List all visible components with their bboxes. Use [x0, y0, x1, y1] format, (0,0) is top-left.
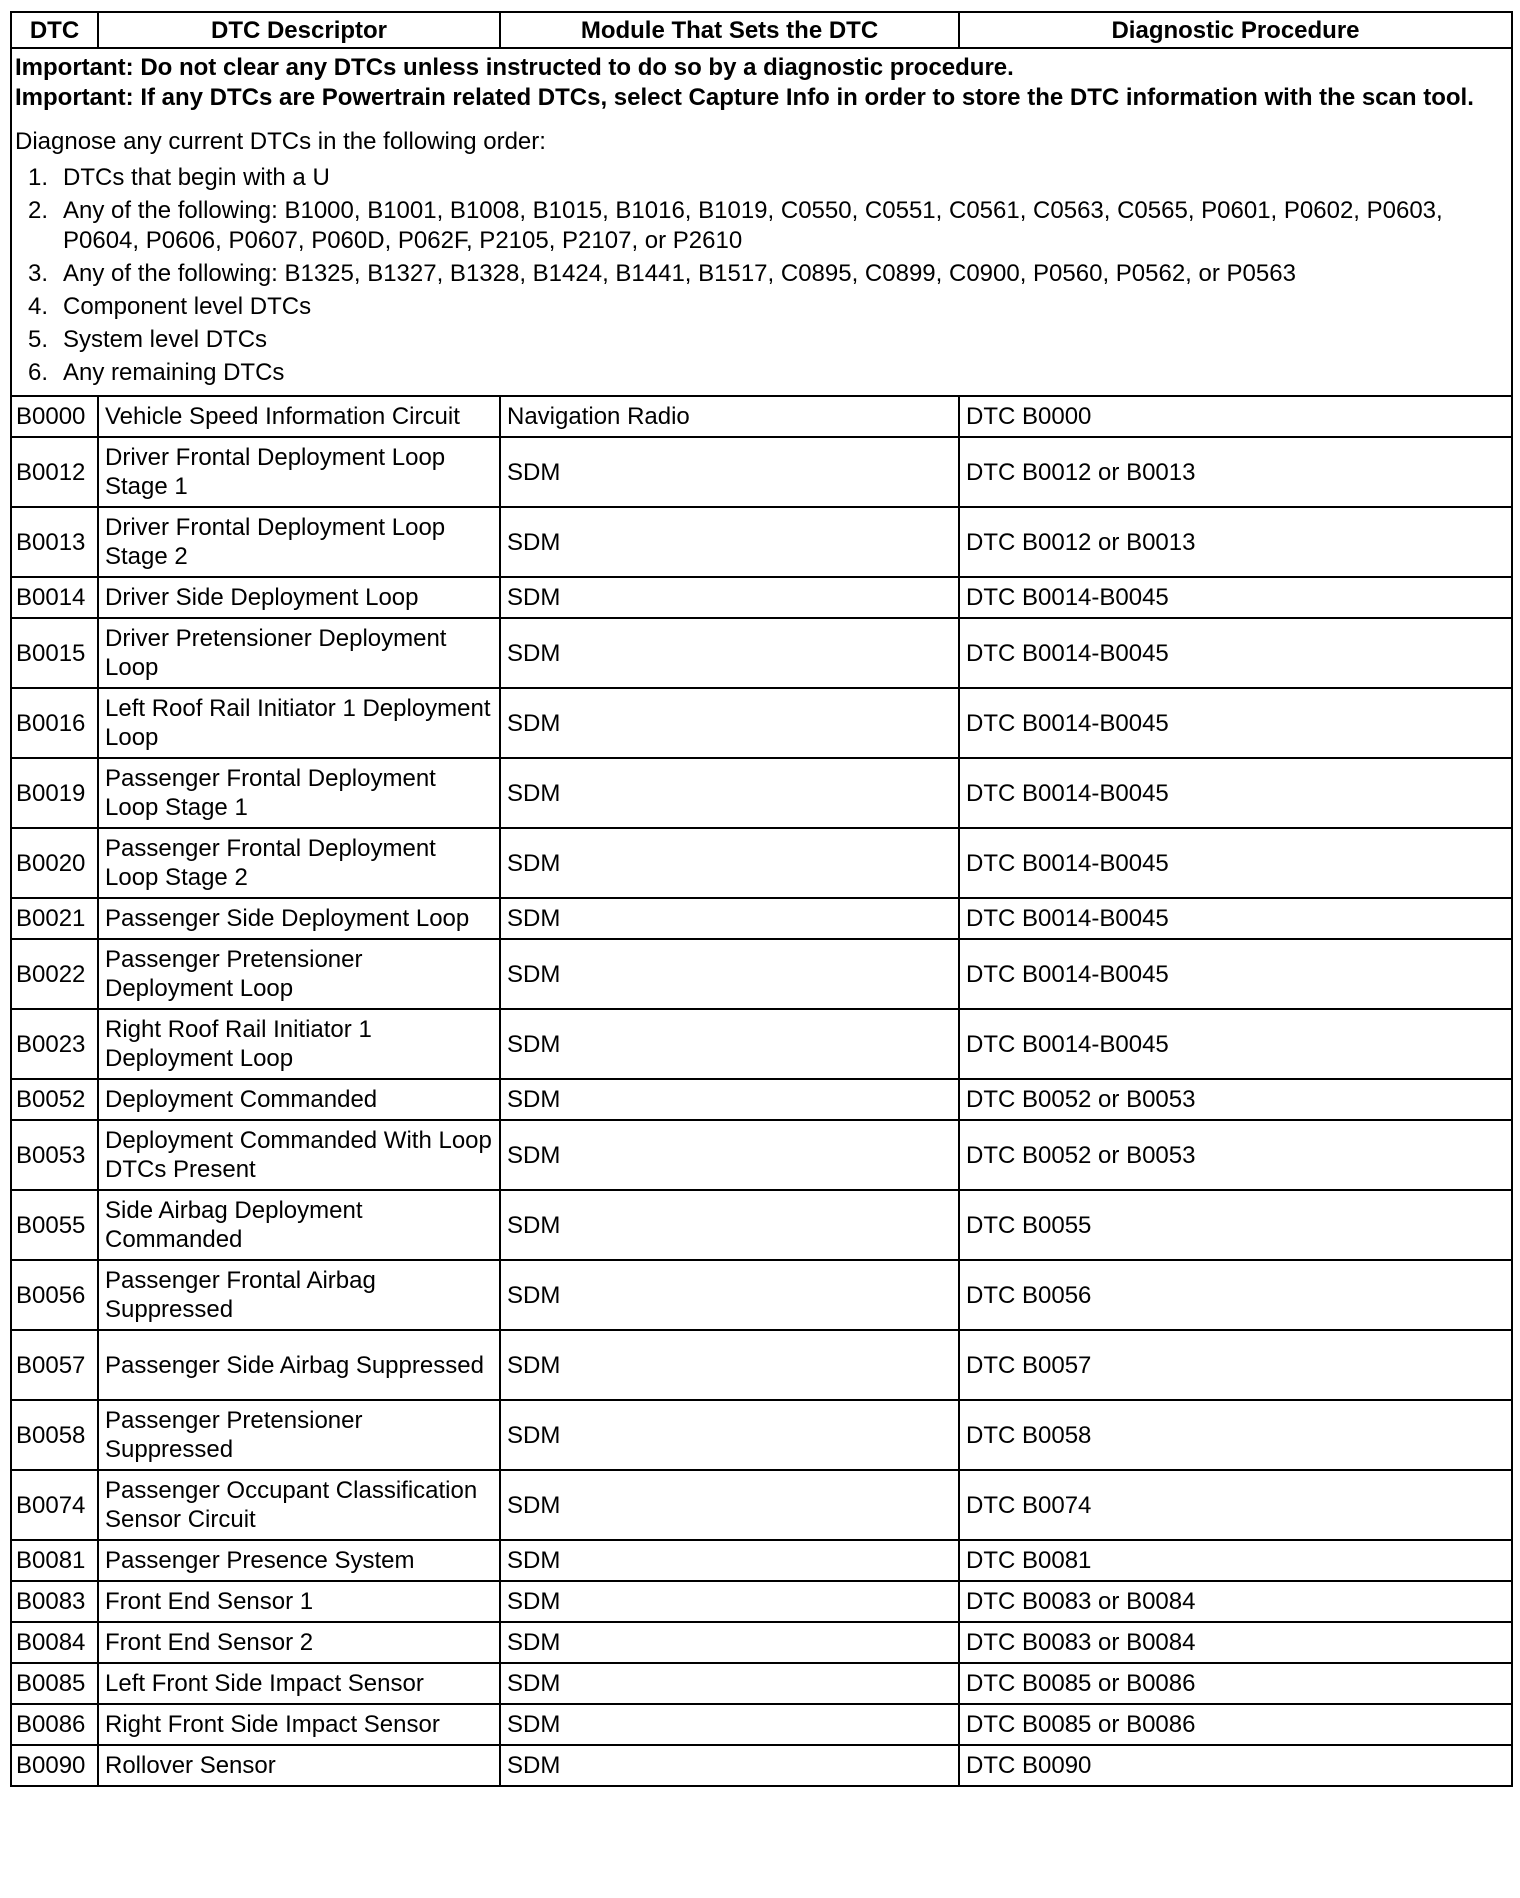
module-cell: SDM [500, 1663, 959, 1704]
module-cell: SDM [500, 1079, 959, 1120]
procedure-cell: DTC B0014-B0045 [959, 939, 1512, 1009]
order-item-text: Any of the following: B1000, B1001, B1008, B1015, B1016, B1019, C0550, C0551, C0561, C0563, C0565, P0601, P0602, P0603, P0604, P0606, P0607, P060D, P062F, P2105, P2107, or P2610 [63, 197, 1443, 254]
descriptor-cell: Passenger Frontal Airbag Suppressed [98, 1260, 500, 1330]
important-note-1: Important: Do not clear any DTCs unless instructed to do so by a diagnostic procedure. [15, 54, 1014, 81]
descriptor-cell: Passenger Pretensioner Suppressed [98, 1400, 500, 1470]
descriptor-cell: Vehicle Speed Information Circuit [98, 396, 500, 437]
procedure-cell: DTC B0081 [959, 1540, 1512, 1581]
dtc-cell: B0020 [11, 828, 98, 898]
dtc-cell: B0014 [11, 577, 98, 618]
table-row [11, 1663, 1512, 1704]
dtc-cell: B0058 [11, 1400, 98, 1470]
procedure-cell: DTC B0085 or B0086 [959, 1704, 1512, 1745]
procedure-cell: DTC B0083 or B0084 [959, 1622, 1512, 1663]
order-item [15, 292, 1508, 322]
descriptor-cell: Left Front Side Impact Sensor [98, 1663, 500, 1704]
dtc-cell: B0090 [11, 1745, 98, 1786]
order-item [15, 163, 1508, 193]
order-item [15, 196, 1508, 256]
dtc-cell: B0053 [11, 1120, 98, 1190]
descriptor-cell: Passenger Side Airbag Suppressed [98, 1330, 500, 1400]
table-row [11, 1400, 1512, 1470]
module-cell: SDM [500, 828, 959, 898]
procedure-cell: DTC B0000 [959, 396, 1512, 437]
table-row [11, 898, 1512, 939]
table-row [11, 688, 1512, 758]
order-item-text: Component level DTCs [63, 293, 312, 320]
order-item-text: Any of the following: B1325, B1327, B1328, B1424, B1441, B1517, C0895, C0899, C0900, P0560, P0562, or P0563 [63, 260, 1296, 287]
dtc-cell: B0057 [11, 1330, 98, 1400]
module-cell: SDM [500, 939, 959, 1009]
table-header [11, 12, 1512, 48]
order-item [15, 325, 1508, 355]
module-cell: SDM [500, 507, 959, 577]
dtc-cell: B0021 [11, 898, 98, 939]
important-note-2: Important: If any DTCs are Powertrain related DTCs, select Capture Info in order to store the DTC information with the scan tool. [15, 84, 1474, 111]
module-cell: SDM [500, 688, 959, 758]
module-cell: SDM [500, 1745, 959, 1786]
order-item-number: 3. [28, 260, 49, 287]
table-row [11, 1704, 1512, 1745]
order-item-number: 2. [28, 197, 49, 224]
order-item-number: 6. [28, 359, 49, 386]
descriptor-cell: Left Roof Rail Initiator 1 Deployment Loop [98, 688, 500, 758]
procedure-cell: DTC B0012 or B0013 [959, 437, 1512, 507]
dtc-cell: B0083 [11, 1581, 98, 1622]
dtc-cell: B0015 [11, 618, 98, 688]
order-item-number: 4. [28, 293, 49, 320]
notes-cell [11, 48, 1512, 396]
procedure-cell: DTC B0052 or B0053 [959, 1079, 1512, 1120]
descriptor-cell: Passenger Occupant Classification Sensor Circuit [98, 1470, 500, 1540]
procedure-cell: DTC B0090 [959, 1745, 1512, 1786]
procedure-cell: DTC B0014-B0045 [959, 1009, 1512, 1079]
table-row [11, 1540, 1512, 1581]
table-row [11, 1009, 1512, 1079]
order-item-text: Any remaining DTCs [63, 359, 285, 386]
dtc-cell: B0012 [11, 437, 98, 507]
descriptor-cell: Driver Frontal Deployment Loop Stage 1 [98, 437, 500, 507]
order-item-number: 5. [28, 326, 49, 353]
header-procedure: Diagnostic Procedure [959, 12, 1512, 48]
descriptor-cell: Right Roof Rail Initiator 1 Deployment Loop [98, 1009, 500, 1079]
descriptor-cell: Right Front Side Impact Sensor [98, 1704, 500, 1745]
module-cell: Navigation Radio [500, 396, 959, 437]
descriptor-cell: Passenger Presence System [98, 1540, 500, 1581]
procedure-cell: DTC B0014-B0045 [959, 828, 1512, 898]
notes-row [11, 48, 1512, 396]
module-cell: SDM [500, 1470, 959, 1540]
table-row [11, 1745, 1512, 1786]
dtc-table [10, 11, 1513, 1787]
procedure-cell: DTC B0052 or B0053 [959, 1120, 1512, 1190]
descriptor-cell: Driver Pretensioner Deployment Loop [98, 618, 500, 688]
procedure-cell: DTC B0014-B0045 [959, 688, 1512, 758]
descriptor-cell: Driver Frontal Deployment Loop Stage 2 [98, 507, 500, 577]
dtc-cell: B0056 [11, 1260, 98, 1330]
module-cell: SDM [500, 1540, 959, 1581]
table-row [11, 1330, 1512, 1400]
order-item [15, 358, 1508, 388]
dtc-cell: B0052 [11, 1079, 98, 1120]
table-row [11, 1120, 1512, 1190]
table-row [11, 618, 1512, 688]
module-cell: SDM [500, 577, 959, 618]
procedure-cell: DTC B0014-B0045 [959, 618, 1512, 688]
module-cell: SDM [500, 437, 959, 507]
diagnose-order-list [15, 163, 1508, 388]
dtc-cell: B0085 [11, 1663, 98, 1704]
dtc-cell: B0023 [11, 1009, 98, 1079]
dtc-cell: B0086 [11, 1704, 98, 1745]
descriptor-cell: Deployment Commanded [98, 1079, 500, 1120]
table-row [11, 507, 1512, 577]
module-cell: SDM [500, 618, 959, 688]
procedure-cell: DTC B0014-B0045 [959, 898, 1512, 939]
procedure-cell: DTC B0074 [959, 1470, 1512, 1540]
order-item [15, 259, 1508, 289]
procedure-cell: DTC B0058 [959, 1400, 1512, 1470]
descriptor-cell: Side Airbag Deployment Commanded [98, 1190, 500, 1260]
order-item-text: System level DTCs [63, 326, 268, 353]
dtc-cell: B0019 [11, 758, 98, 828]
module-cell: SDM [500, 898, 959, 939]
descriptor-cell: Rollover Sensor [98, 1745, 500, 1786]
descriptor-cell: Passenger Frontal Deployment Loop Stage 1 [98, 758, 500, 828]
module-cell: SDM [500, 1400, 959, 1470]
module-cell: SDM [500, 1009, 959, 1079]
descriptor-cell: Passenger Frontal Deployment Loop Stage 2 [98, 828, 500, 898]
procedure-cell: DTC B0014-B0045 [959, 758, 1512, 828]
dtc-cell: B0074 [11, 1470, 98, 1540]
procedure-cell: DTC B0083 or B0084 [959, 1581, 1512, 1622]
module-cell: SDM [500, 1622, 959, 1663]
procedure-cell: DTC B0012 or B0013 [959, 507, 1512, 577]
table-row [11, 758, 1512, 828]
module-cell: SDM [500, 1581, 959, 1622]
descriptor-cell: Front End Sensor 2 [98, 1622, 500, 1663]
table-row [11, 1260, 1512, 1330]
diagnose-order-lead: Diagnose any current DTCs in the following order: [15, 128, 546, 155]
dtc-document [10, 11, 1511, 1787]
module-cell: SDM [500, 1190, 959, 1260]
procedure-cell: DTC B0014-B0045 [959, 577, 1512, 618]
descriptor-cell: Passenger Side Deployment Loop [98, 898, 500, 939]
procedure-cell: DTC B0085 or B0086 [959, 1663, 1512, 1704]
table-row [11, 437, 1512, 507]
table-row [11, 1470, 1512, 1540]
procedure-cell: DTC B0055 [959, 1190, 1512, 1260]
dtc-cell: B0055 [11, 1190, 98, 1260]
table-row [11, 828, 1512, 898]
dtc-cell: B0016 [11, 688, 98, 758]
procedure-cell: DTC B0057 [959, 1330, 1512, 1400]
module-cell: SDM [500, 1260, 959, 1330]
table-row [11, 577, 1512, 618]
dtc-cell: B0022 [11, 939, 98, 1009]
order-item-number: 1. [28, 164, 49, 191]
module-cell: SDM [500, 758, 959, 828]
dtc-cell: B0013 [11, 507, 98, 577]
header-dtc: DTC [11, 12, 98, 48]
order-item-text: DTCs that begin with a U [63, 164, 330, 191]
descriptor-cell: Passenger Pretensioner Deployment Loop [98, 939, 500, 1009]
table-row [11, 1079, 1512, 1120]
module-cell: SDM [500, 1120, 959, 1190]
header-descriptor: DTC Descriptor [98, 12, 500, 48]
dtc-cell: B0000 [11, 396, 98, 437]
dtc-cell: B0081 [11, 1540, 98, 1581]
module-cell: SDM [500, 1704, 959, 1745]
descriptor-cell: Front End Sensor 1 [98, 1581, 500, 1622]
table-row [11, 1622, 1512, 1663]
table-body [11, 48, 1512, 1786]
table-row [11, 1190, 1512, 1260]
header-module: Module That Sets the DTC [500, 12, 959, 48]
table-row [11, 396, 1512, 437]
procedure-cell: DTC B0056 [959, 1260, 1512, 1330]
module-cell: SDM [500, 1330, 959, 1400]
dtc-cell: B0084 [11, 1622, 98, 1663]
descriptor-cell: Driver Side Deployment Loop [98, 577, 500, 618]
table-row [11, 1581, 1512, 1622]
descriptor-cell: Deployment Commanded With Loop DTCs Present [98, 1120, 500, 1190]
table-row [11, 939, 1512, 1009]
